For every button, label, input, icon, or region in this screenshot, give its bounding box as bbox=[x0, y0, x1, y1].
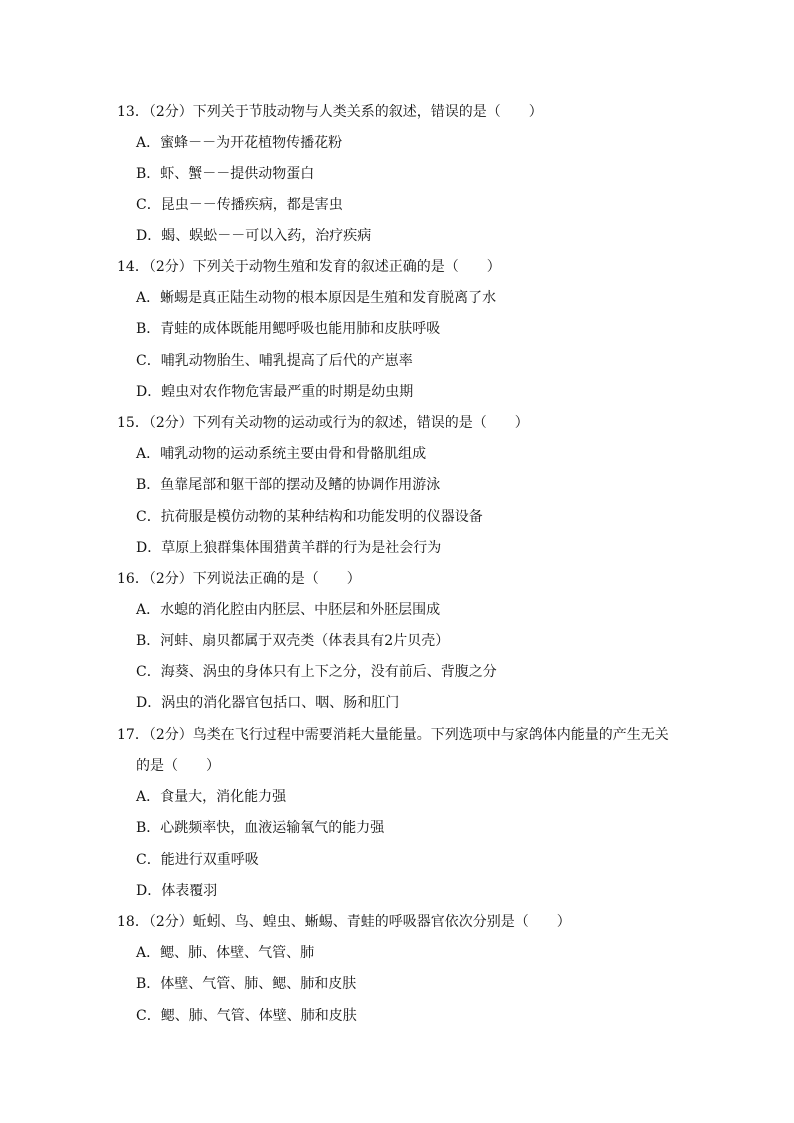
question-13-option-b: B．虾、蟹－－提供动物蛋白 bbox=[136, 166, 315, 182]
question-17-stem-continued: 的是（ ） bbox=[136, 758, 220, 774]
question-14-stem: 14．（2分）下列关于动物生殖和发育的叙述正确的是（ ） bbox=[117, 259, 501, 275]
question-14-option-b: B．青蛙的成体既能用鳃呼吸也能用肺和皮肤呼吸 bbox=[136, 321, 441, 337]
question-18-stem: 18．（2分）蚯蚓、鸟、蝗虫、蜥蜴、青蛙的呼吸器官依次分别是（ ） bbox=[117, 914, 571, 930]
question-15-option-d: D．草原上狼群集体围猎黄羊群的行为是社会行为 bbox=[136, 540, 442, 556]
question-15-option-b: B．鱼靠尾部和躯干部的摆动及鳍的协调作用游泳 bbox=[136, 477, 441, 493]
question-14-option-d: D．蝗虫对农作物危害最严重的时期是幼虫期 bbox=[136, 384, 414, 400]
question-14-option-a: A．蜥蜴是真正陆生动物的根本原因是生殖和发育脱离了水 bbox=[136, 290, 497, 306]
question-18-option-a: A．鳃、肺、体壁、气管、肺 bbox=[136, 945, 315, 961]
question-16-option-b: B．河蚌、扇贝都属于双壳类（体表具有2片贝壳） bbox=[136, 633, 450, 649]
question-17-option-a: A．食量大，消化能力强 bbox=[136, 789, 287, 805]
question-15-stem: 15．（2分）下列有关动物的运动或行为的叙述，错误的是（ ） bbox=[117, 415, 529, 431]
question-17-option-d: D．体表覆羽 bbox=[136, 883, 218, 899]
question-13-option-a: A．蜜蜂－－为开花植物传播花粉 bbox=[136, 135, 343, 151]
question-16-stem: 16．（2分）下列说法正确的是（ ） bbox=[117, 571, 361, 587]
question-17-stem: 17．（2分）鸟类在飞行过程中需要消耗大量能量。下列选项中与家鸽体内能量的产生无关 bbox=[117, 727, 669, 743]
question-16-option-a: A．水螅的消化腔由内胚层、中胚层和外胚层围成 bbox=[136, 602, 441, 618]
question-18-option-c: C．鳃、肺、气管、体壁、肺和皮肤 bbox=[136, 1008, 357, 1024]
question-17-option-b: B．心跳频率快，血液运输氧气的能力强 bbox=[136, 820, 385, 836]
question-13-option-d: D．蝎、蜈蚣－－可以入药，治疗疾病 bbox=[136, 228, 372, 244]
question-18-option-b: B．体壁、气管、肺、鳃、肺和皮肤 bbox=[136, 976, 357, 992]
question-15-option-c: C．抗荷服是模仿动物的某种结构和功能发明的仪器设备 bbox=[136, 509, 483, 525]
question-14-option-c: C．哺乳动物胎生、哺乳提高了后代的产崽率 bbox=[136, 353, 413, 369]
question-16-option-d: D．涡虫的消化器官包括口、咽、肠和肛门 bbox=[136, 695, 400, 711]
question-13-stem: 13．（2分）下列关于节肢动物与人类关系的叙述，错误的是（ ） bbox=[117, 104, 543, 120]
question-16-option-c: C．海葵、涡虫的身体只有上下之分，没有前后、背腹之分 bbox=[136, 664, 497, 680]
question-15-option-a: A．哺乳动物的运动系统主要由骨和骨骼肌组成 bbox=[136, 446, 427, 462]
question-17-option-c: C．能进行双重呼吸 bbox=[136, 852, 259, 868]
question-13-option-c: C．昆虫－－传播疾病，都是害虫 bbox=[136, 197, 343, 213]
